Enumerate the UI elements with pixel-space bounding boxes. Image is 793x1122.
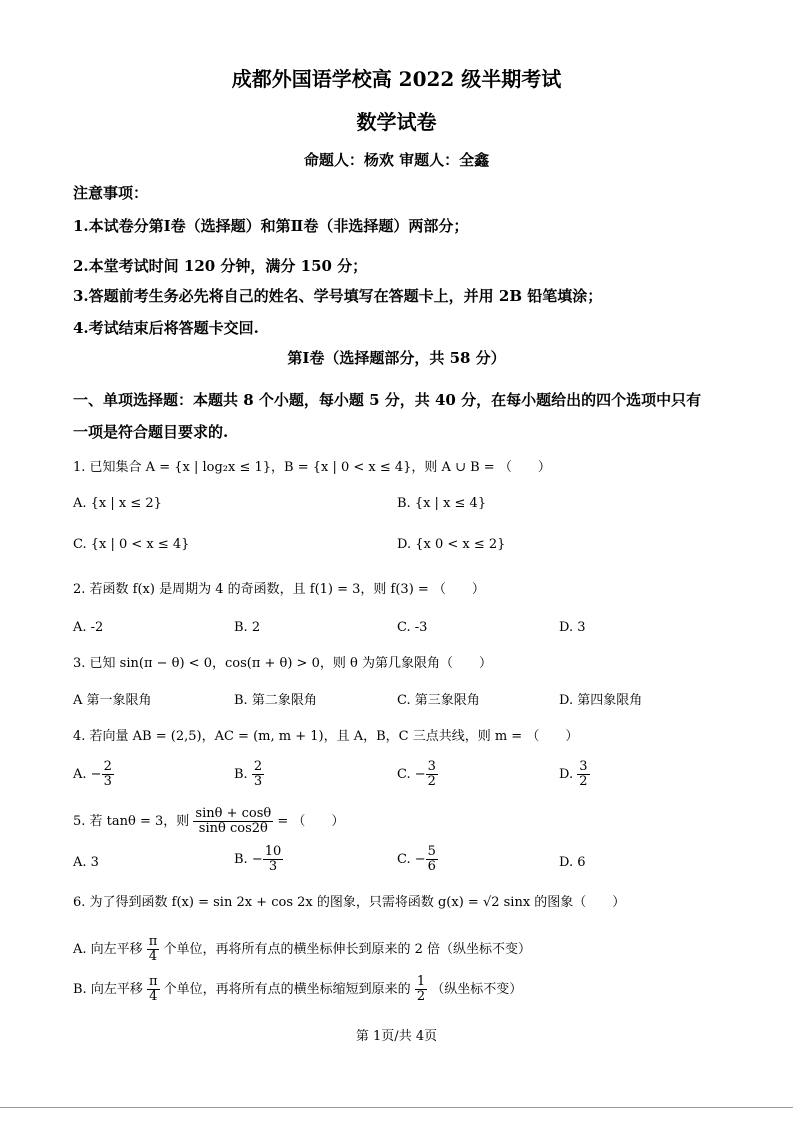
note-item-2: 2.本堂考试时间 120 分钟，满分 150 分； xyxy=(73,257,368,275)
numerator: 10 xyxy=(264,844,282,859)
q2-stem: 2. 若函数 f(x) 是周期为 4 的奇函数，且 f(1) = 3，则 f(3) = （ ） xyxy=(73,582,485,597)
minus-sign: − xyxy=(414,767,426,782)
bottom-divider xyxy=(0,1107,793,1108)
denominator: 4 xyxy=(148,949,158,964)
section-heading-line1: 一、单项选择题：本题共 8 个小题，每小题 5 分，共 40 分，在每小题给出的四个选项中只有 xyxy=(73,391,702,409)
note-item-1: 1.本试卷分第Ⅰ卷（选择题）和第Ⅱ卷（非选择题）两部分； xyxy=(73,217,469,235)
q4-option-c xyxy=(397,760,438,789)
q3-stem: 3. 已知 sin(π − θ) < 0，cos(π + θ) > 0，则 θ 为第几象限角（ ） xyxy=(73,656,492,671)
numerator: 3 xyxy=(427,759,436,774)
fraction xyxy=(426,845,438,874)
numerator: 2 xyxy=(253,759,263,774)
q5-option-a: A. 3 xyxy=(73,855,99,870)
option-prefix: A. 向左平移 xyxy=(73,942,143,957)
denominator: 2 xyxy=(427,774,436,789)
exam-title: 成都外国语学校高 2022 级半期考试 xyxy=(231,67,562,91)
minus-sign: − xyxy=(90,767,102,782)
option-prefix: B. 向左平移 xyxy=(73,982,143,997)
option-label: C. xyxy=(397,767,411,782)
denominator: 3 xyxy=(103,774,112,789)
exam-subtitle: 数学试卷 xyxy=(356,110,437,134)
q6-option-b xyxy=(73,975,522,1004)
fraction xyxy=(426,760,438,789)
denominator: 2 xyxy=(416,989,426,1004)
q2-option-a: A. -2 xyxy=(73,620,104,635)
note-item-4: 4.考试结束后将答题卡交回. xyxy=(73,319,259,337)
fraction xyxy=(102,760,114,789)
q2-option-d: D. 3 xyxy=(559,620,586,635)
fraction xyxy=(577,760,589,789)
q3-option-a: A 第一象限角 xyxy=(73,693,152,708)
fraction-half xyxy=(415,975,427,1004)
q4-option-b xyxy=(234,760,264,789)
q4-stem: 4. 若向量 AB = (2,5)，AC = (m, m + 1)，且 A，B，C 三点共线，则 m = （ ） xyxy=(73,729,579,744)
q1-option-d: D. {x 0 < x ≤ 2} xyxy=(397,537,506,552)
numerator: 1 xyxy=(416,974,426,989)
denominator: 3 xyxy=(253,774,263,789)
option-suffix: 个单位，再将所有点的横坐标伸长到原来的 2 倍（纵坐标不变） xyxy=(163,942,532,957)
option-suffix: 个单位，再将所有点的横坐标缩短到原来的 xyxy=(163,982,411,997)
denominator: 2 xyxy=(579,774,588,789)
q5-stem xyxy=(73,807,344,836)
fraction xyxy=(263,845,284,874)
fraction xyxy=(252,760,264,789)
numerator: π xyxy=(148,934,158,949)
minus-sign: − xyxy=(414,852,426,867)
q3-option-b: B. 第二象限角 xyxy=(234,693,317,708)
option-label: B. xyxy=(234,767,248,782)
denominator: 4 xyxy=(149,989,158,1004)
numerator: 5 xyxy=(427,844,436,859)
option-label: A. xyxy=(73,767,87,782)
fraction xyxy=(147,975,160,1004)
denominator: 3 xyxy=(268,859,278,874)
q6-stem: 6. 为了得到函数 f(x) = sin 2x + cos 2x 的图象，只需将函数 g(x) = √2 sinx 的图象（ ） xyxy=(73,895,626,910)
option-label: C. xyxy=(397,852,411,867)
q3-option-d: D. 第四象限角 xyxy=(559,693,643,708)
q1-option-b: B. {x | x ≤ 4} xyxy=(397,496,487,511)
q1-option-c: C. {x | 0 < x ≤ 4} xyxy=(73,537,190,552)
q1-option-a: A. {x | x ≤ 2} xyxy=(73,496,162,511)
option-label: B. xyxy=(234,852,248,867)
numerator: sinθ + cosθ xyxy=(195,806,272,821)
section-heading-line2: 一项是符合题目要求的. xyxy=(73,423,229,441)
q3-option-c: C. 第三象限角 xyxy=(397,693,480,708)
q5-stem-suffix: = （ ） xyxy=(277,814,345,829)
q1-stem: 1. 已知集合 A = {x | log₂x ≤ 1}，B = {x | 0 < x ≤ 4}，则 A ∪ B = （ ） xyxy=(73,460,551,475)
q5-fraction xyxy=(193,807,273,836)
q6-option-a xyxy=(73,935,531,964)
q2-option-c: C. -3 xyxy=(397,620,428,635)
exam-authors: 命题人：杨欢 审题人：全鑫 xyxy=(303,151,490,169)
q5-option-b xyxy=(234,845,283,874)
q2-option-b: B. 2 xyxy=(234,620,261,635)
section-title: 第Ⅰ卷（选择题部分，共 58 分） xyxy=(287,349,506,367)
q5-option-d: D. 6 xyxy=(559,855,586,870)
fraction xyxy=(147,935,160,964)
note-item-3: 3.答题前考生务必先将自己的姓名、学号填写在答题卡上，并用 2B 铅笔填涂； xyxy=(73,287,603,305)
denominator: sinθ cos2θ xyxy=(198,821,268,836)
option-label: D. xyxy=(559,767,574,782)
q4-option-a xyxy=(73,760,114,789)
option-suffix-2: （纵坐标不变） xyxy=(431,982,523,997)
minus-sign: − xyxy=(251,852,263,867)
q4-option-d xyxy=(559,760,590,789)
numerator: 2 xyxy=(103,759,112,774)
q5-stem-prefix: 5. 若 tanθ = 3，则 xyxy=(73,814,190,829)
notes-heading: 注意事项： xyxy=(73,184,149,202)
q5-option-c xyxy=(397,845,438,874)
page-footer: 第 1页/共 4页 xyxy=(355,1029,438,1044)
denominator: 6 xyxy=(427,859,436,874)
numerator: 3 xyxy=(579,759,588,774)
numerator: π xyxy=(148,974,158,989)
